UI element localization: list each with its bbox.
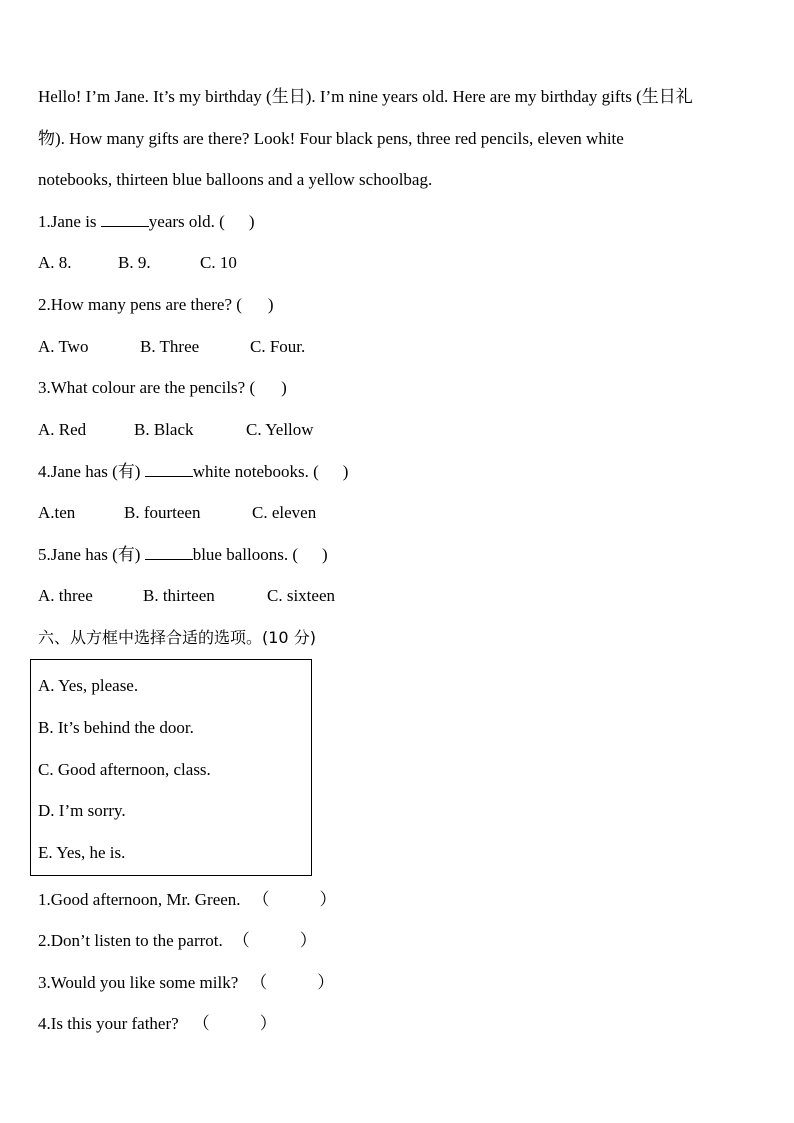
close-paren: ) [267,295,274,314]
answer-blank[interactable] [145,544,193,560]
dialogue-question-1 [38,889,337,911]
open-paren: （ [252,890,270,909]
choice-a: A. Yes, please. [38,676,139,695]
question-text: 2.Don’t listen to the parrot. [38,931,223,950]
answer-blank[interactable] [101,211,149,227]
option-a: A.ten [38,503,76,522]
question-number: 1. [38,212,51,231]
option-a: A. 8. [38,253,72,272]
choice-d: D. I’m sorry. [38,801,126,820]
reading-question-5 [38,544,328,566]
reading-question-2 [38,294,274,316]
option-a: A. Red [38,420,87,439]
question-text-before: Jane has (有) [50,545,145,564]
question-text-after: blue balloons. ( [192,545,298,564]
option-c: C. Four. [250,337,306,356]
dialogue-question-3 [38,972,334,994]
question-text-after: white notebooks. ( [192,462,319,481]
question-text-after: years old. ( [148,212,225,231]
question-5-options [38,585,335,607]
passage-line-1: Hello! I’m Jane. It’s my birthday (生日). I’m nine years old. Here are my birthday gifts (生日礼 [38,87,693,106]
close-paren: ) [248,212,255,231]
option-b: B. fourteen [124,503,201,522]
option-a: A. Two [38,337,89,356]
close-paren: ） [299,931,317,950]
passage-line-2: 物). How many gifts are there? Look! Four black pens, three red pencils, eleven white [38,129,624,148]
option-c: C. Yellow [246,420,314,439]
close-paren: ） [319,890,337,909]
passage-line-3: notebooks, thirteen blue balloons and a yellow schoolbag. [38,170,433,189]
reading-question-3 [38,377,287,399]
question-number: 4. [38,462,51,481]
dialogue-question-4 [38,1013,277,1035]
option-b: B. thirteen [143,586,215,605]
reading-question-1 [38,211,254,233]
choice-box [30,659,312,876]
option-b: B. Black [134,420,194,439]
close-paren: ) [281,378,287,397]
close-paren: ) [322,545,328,564]
choice-c: C. Good afternoon, class. [38,760,211,779]
question-3-options [38,419,314,441]
option-c: C. eleven [252,503,317,522]
answer-blank[interactable] [145,461,193,477]
close-paren: ） [317,973,335,992]
question-number: 5. [38,545,51,564]
option-c: C. sixteen [267,586,335,605]
question-1-options [38,252,237,274]
close-paren: ) [342,462,349,481]
question-text: What colour are the pencils? ( [50,378,256,397]
question-4-options [38,502,316,524]
question-2-options [38,336,305,358]
open-paren: （ [232,931,250,950]
close-paren: ） [259,1014,277,1033]
question-text: 1.Good afternoon, Mr. Green. [38,890,241,909]
option-b: B. 9. [118,253,151,272]
question-text: How many pens are there? ( [50,295,242,314]
question-text-before: Jane has (有) [50,462,145,481]
option-a: A. three [38,586,93,605]
dialogue-question-2 [38,930,317,952]
question-number: 2. [38,295,51,314]
open-paren: （ [192,1014,210,1033]
option-b: B. Three [140,337,200,356]
question-number: 3. [38,378,51,397]
section-6-title: 六、从方框中选择合适的选项。(10 分) [38,628,316,647]
open-paren: （ [250,973,268,992]
question-text: 4.Is this your father? [38,1014,179,1033]
question-text: 3.Would you like some milk? [38,973,239,992]
question-text-before: Jane is [50,212,101,231]
option-c: C. 10 [200,253,237,272]
choice-b: B. It’s behind the door. [38,718,194,737]
reading-question-4 [38,461,348,483]
choice-e: E. Yes, he is. [38,843,126,862]
